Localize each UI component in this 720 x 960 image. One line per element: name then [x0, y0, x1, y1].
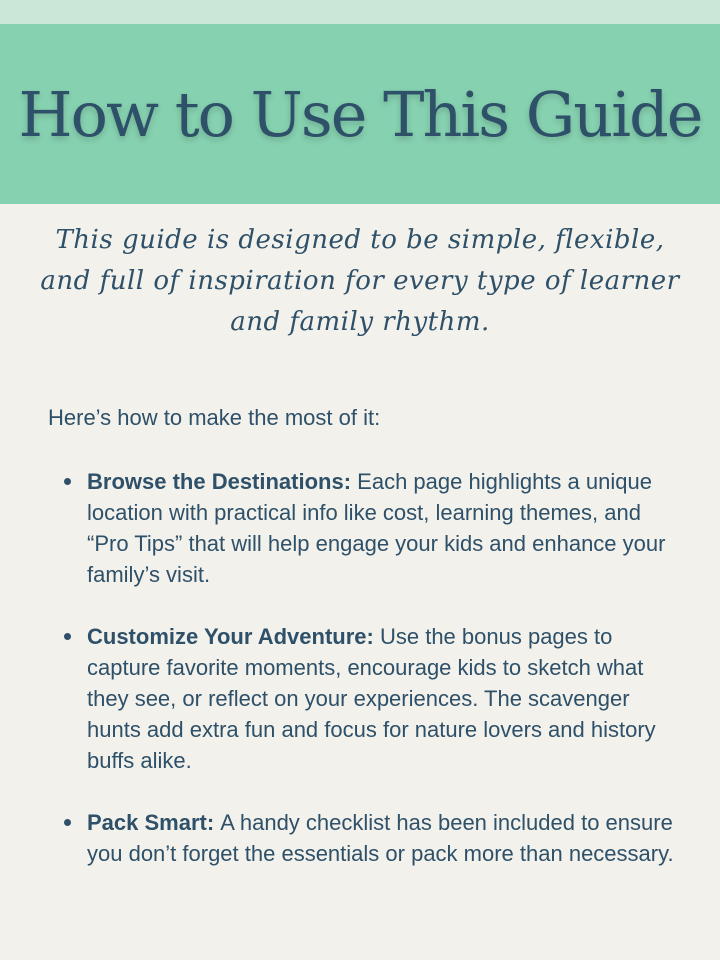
list-item-customize-adventure	[0, 621, 720, 776]
intro-text: This guide is designed to be simple, flexible, and full of inspiration for every type of learner and family rhythm.	[40, 225, 680, 337]
bullet-dot	[64, 819, 71, 826]
list-item-heading: Pack Smart:	[87, 810, 221, 835]
tips-list	[0, 466, 720, 900]
top-strip	[0, 0, 720, 24]
list-item-browse-destinations	[0, 466, 720, 590]
lead-text: Here’s how to make the most of it:	[48, 405, 381, 430]
page-title: How to Use This Guide	[18, 77, 702, 151]
bullet-dot	[64, 633, 71, 640]
list-item-pack-smart	[0, 807, 720, 869]
title-banner	[0, 24, 720, 204]
list-item-heading: Customize Your Adventure:	[87, 624, 380, 649]
list-item-heading: Browse the Destinations:	[87, 469, 358, 494]
list-item-body: A handy checklist has been included to ensure you don’t forget the essentials or pack more than necessary.	[87, 810, 674, 866]
list-item-body: Each page highlights a unique location with practical info like cost, learning themes, and “Pro Tips” that will help engage your kids and enhance your family’s visit.	[87, 469, 666, 587]
list-item-body: Use the bonus pages to capture favorite moments, encourage kids to sketch what they see, or reflect on your experiences. The scavenger hunts add extra fun and focus for nature lovers and history buffs alike.	[87, 624, 656, 773]
bullet-dot	[64, 478, 71, 485]
